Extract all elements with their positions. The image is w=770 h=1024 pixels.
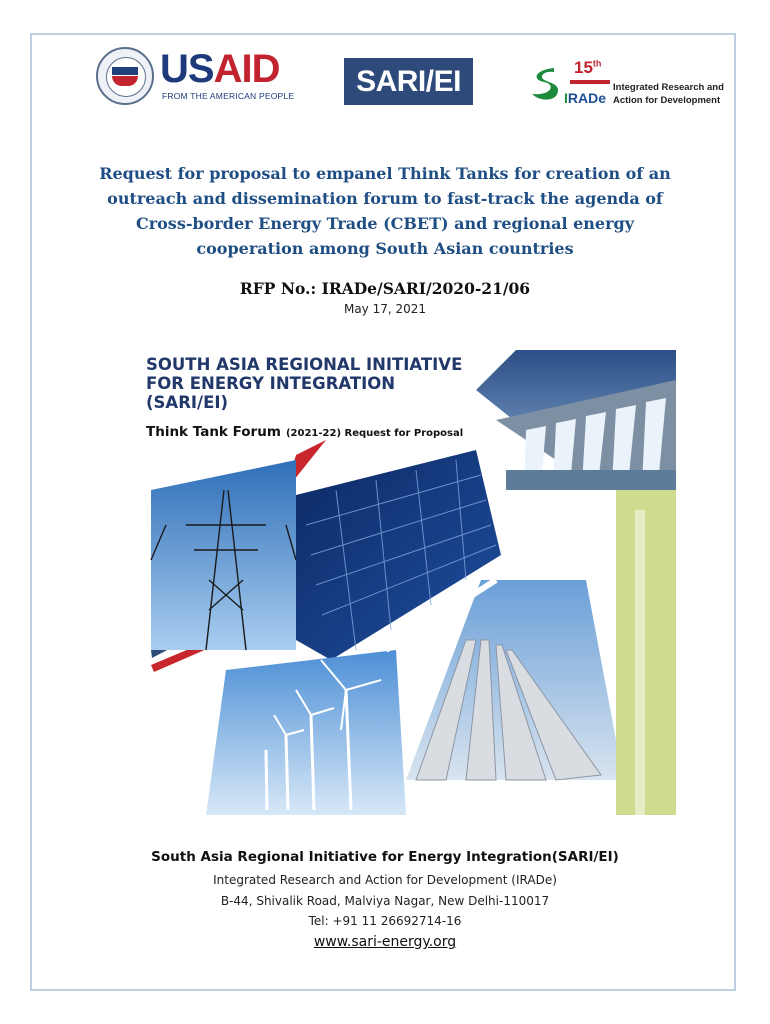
- footer-phone: Tel: +91 11 26692714-16: [308, 914, 462, 928]
- title-line: Request for proposal to empanel Think Tanks for creation of an: [99, 164, 671, 183]
- footer-website-link[interactable]: www.sari-energy.org: [313, 934, 457, 950]
- transmission-tower-photo: [151, 460, 296, 650]
- footer-line-2: B-44, Shivalik Road, Malviya Nagar, New Delhi-110017: [220, 894, 550, 908]
- footer-line-1: Integrated Research and Action for Development (IRADe): [213, 873, 557, 887]
- usaid-tagline: FROM THE AMERICAN PEOPLE: [162, 91, 295, 101]
- wind-turbine-photo: [206, 650, 406, 815]
- irade-logo: [524, 60, 724, 110]
- irade-line-2: Action for Development: [613, 95, 721, 106]
- document-title: [80, 161, 690, 261]
- cover-graphic: [146, 350, 676, 815]
- title-line: Cross-border Energy Trade (CBET) and regional energy: [135, 214, 635, 233]
- irade-line-1: Integrated Research and: [613, 82, 724, 93]
- title-line: cooperation among South Asian countries: [196, 239, 574, 258]
- usaid-seal-icon: [96, 47, 154, 105]
- title-line: outreach and dissemination forum to fast-track the agenda of: [107, 189, 663, 208]
- irade-name: IRADe: [564, 90, 607, 106]
- usaid-logo: [96, 45, 296, 107]
- cover-subtitle: Think Tank Forum (2021-22) Request for Proposal: [146, 424, 464, 440]
- cover-heading-line: FOR ENERGY INTEGRATION: [146, 374, 396, 393]
- usaid-wordmark: USAID: [160, 47, 280, 91]
- irade-swirl-icon: [526, 64, 562, 104]
- cover-artwork: [146, 350, 676, 815]
- sari-ei-logo: SARI/EI: [344, 58, 473, 105]
- green-wedge-shape: [616, 440, 676, 815]
- cover-heading-line: (SARI/EI): [146, 393, 229, 412]
- cover-heading-line: SOUTH ASIA REGIONAL INITIATIVE: [146, 355, 463, 374]
- rfp-number: RFP No.: IRADe/SARI/2020-21/06: [239, 279, 531, 298]
- footer-org: South Asia Regional Initiative for Energy Integration(SARI/EI): [151, 849, 619, 865]
- document-date: May 17, 2021: [343, 302, 427, 316]
- irade-anniversary: 15th: [574, 58, 602, 77]
- cover-heading: [146, 355, 462, 412]
